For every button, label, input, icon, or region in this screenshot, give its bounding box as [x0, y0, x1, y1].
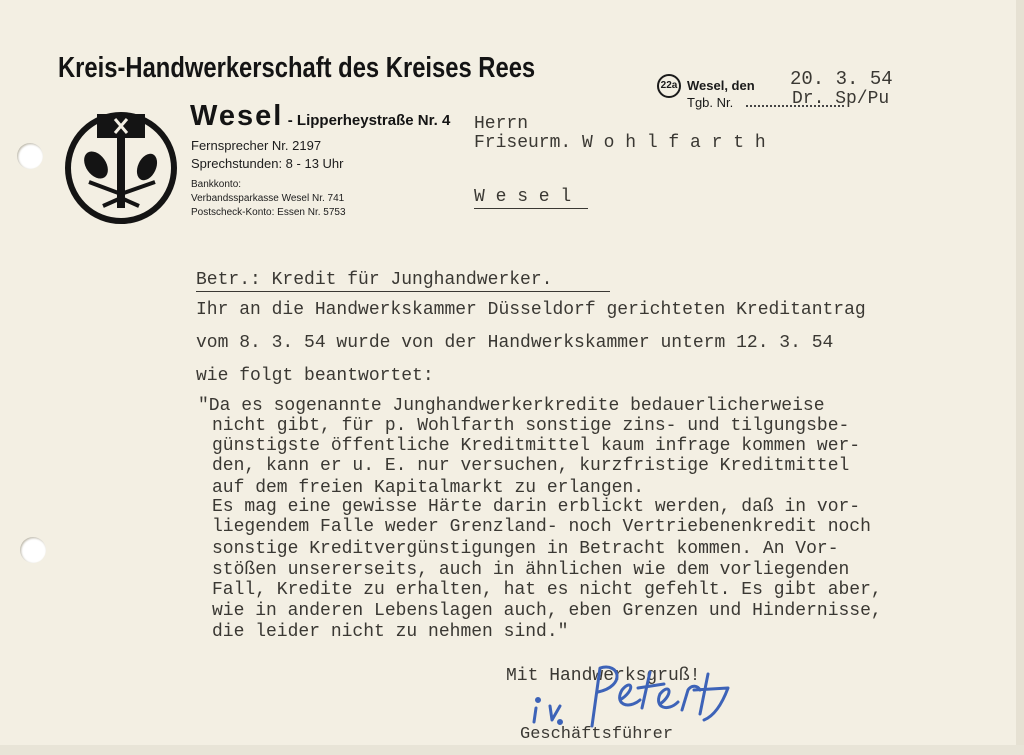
- quote-line: auf dem freien Kapitalmarkt zu erlangen.: [212, 478, 645, 498]
- body-line: wie folgt beantwortet:: [196, 366, 434, 386]
- postal-district-badge: 22a: [657, 74, 681, 98]
- subject-underline: [196, 291, 610, 292]
- quote-line: liegendem Falle weder Grenzland- noch Vertriebenenkredit noch: [212, 517, 871, 537]
- quote-line: den, kann er u. E. nur versuchen, kurzfristige Kreditmittel: [212, 456, 850, 476]
- quote-line: die leider nicht zu nehmen sind.": [212, 622, 569, 642]
- ref-value: Dr. Sp/Pu: [792, 89, 890, 109]
- quote-line: stößen unsererseits, auch in ähnlichen wie dem vorliegenden: [212, 560, 850, 580]
- quote-line: nicht gibt, für p. Wohlfarth sonstige zins- und tilgungsbe-: [212, 416, 850, 436]
- quote-line: Fall, Kredite zu erhalten, hat es nicht gefehlt. Es gibt aber,: [212, 580, 882, 600]
- letterhead-street: - Lipperheystraße Nr. 4: [287, 112, 451, 129]
- subject-line: Betr.: Kredit für Junghandwerker.: [196, 270, 553, 290]
- quote-line: wie in anderen Lebenslagen auch, eben Grenzen und Hindernisse,: [212, 601, 882, 621]
- letterhead-postal-account: Postscheck-Konto: Essen Nr. 5753: [191, 207, 346, 218]
- guild-hammer-logo: [63, 110, 179, 226]
- quote-line: Es mag eine gewisse Härte darin erblickt werden, daß in vor-: [212, 497, 861, 517]
- letterhead-bank-label: Bankkonto:: [191, 179, 242, 190]
- letterhead-org-name: Kreis-Handwerkerschaft des Kreises Rees: [58, 52, 536, 84]
- place-label: Wesel, den: [687, 78, 755, 93]
- quote-line: günstigste öffentliche Kreditmittel kaum infrage kommen wer-: [212, 436, 861, 456]
- recipient-city-underline: [474, 208, 588, 209]
- page-bottom-edge: [0, 745, 1024, 755]
- letterhead-city: Wesel: [190, 100, 284, 132]
- recipient-city: W e s e l: [474, 187, 572, 207]
- recipient-salutation: Herrn: [474, 114, 529, 134]
- date-value: 20. 3. 54: [790, 68, 893, 90]
- recipient-name: Friseurm. W o h l f a r t h: [474, 133, 766, 153]
- letterhead-phone: Fernsprecher Nr. 2197: [191, 138, 322, 153]
- closing-title: Geschäftsführer: [520, 725, 674, 744]
- letterhead-address: [190, 100, 450, 133]
- quote-line: "Da es sogenannte Junghandwerkerkredite bedauerlicherweise: [198, 396, 825, 416]
- punch-hole: [17, 143, 43, 169]
- letterhead-bank-account: Verbandssparkasse Wesel Nr. 741: [191, 193, 345, 204]
- page-edge: [1016, 0, 1024, 755]
- quote-line: sonstige Kreditvergünstigungen in Betracht kommen. An Vor-: [212, 539, 839, 559]
- body-line: Ihr an die Handwerkskammer Düsseldorf gerichteten Kreditantrag: [196, 300, 866, 320]
- closing-greeting: Mit Handwerksgruß!: [506, 666, 701, 686]
- body-line: vom 8. 3. 54 wurde von der Handwerkskammer unterm 12. 3. 54: [196, 333, 834, 353]
- letterhead-hours: Sprechstunden: 8 - 13 Uhr: [191, 156, 344, 171]
- ref-label: Tgb. Nr.: [687, 95, 734, 110]
- punch-hole: [20, 537, 46, 563]
